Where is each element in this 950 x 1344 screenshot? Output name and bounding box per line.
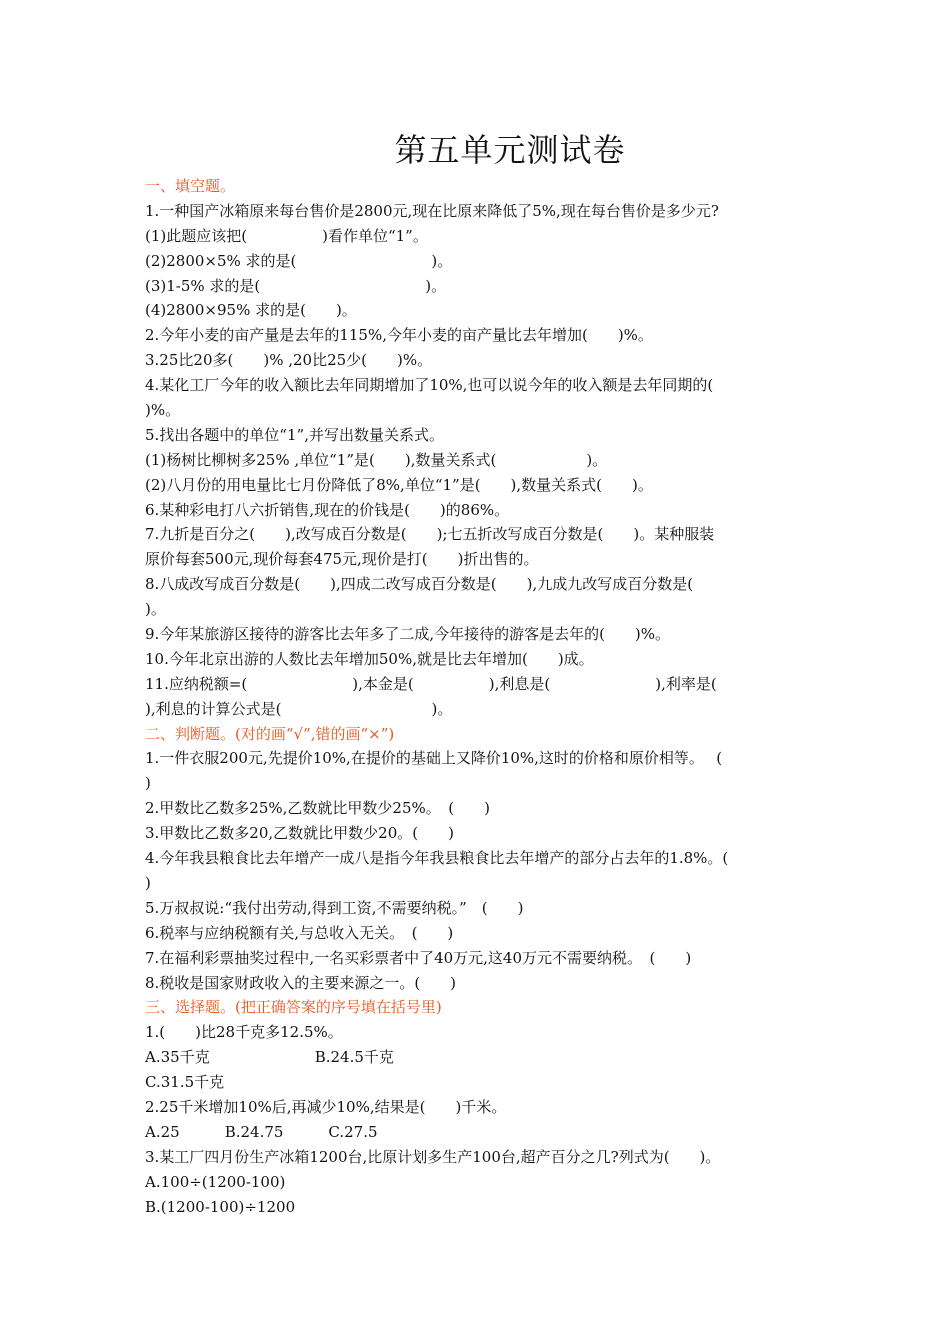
page-title: 第五单元测试卷 — [394, 131, 626, 169]
text-line: 10.今年北京出游的人数比去年增加50%,就是比去年增加( )成。 — [145, 649, 594, 668]
text-line: 2.甲数比乙数多25%,乙数就比甲数少25%。 ( ) — [145, 799, 490, 818]
text-line: 1.一件衣服200元,先提价10%,在提价的基础上又降价10%,这时的价格和原价相等。 ( — [145, 749, 723, 768]
text-line: 7.九折是百分之( ),改写成百分数是( );七五折改写成百分数是( )。某种服装 — [145, 525, 715, 544]
text-line: 11.应纳税额=( ),本金是( ),利息是( ),利率是( — [145, 674, 717, 693]
text-line: (1)此题应该把( )看作单位“1”。 — [145, 226, 428, 245]
text-line: ) — [145, 873, 151, 892]
text-line: (3)1-5% 求的是( )。 — [145, 276, 447, 295]
text-line: 2.今年小麦的亩产量是去年的115%,今年小麦的亩产量比去年增加( )%。 — [145, 326, 653, 345]
text-line: (2)八月份的用电量比七月份降低了8%,单位“1”是( ),数量关系式( )。 — [145, 475, 653, 494]
text-line: 9.今年某旅游区接待的游客比去年多了二成,今年接待的游客是去年的( )%。 — [145, 625, 671, 644]
section-heading: 三、选择题。(把正确答案的序号填在括号里) — [145, 998, 442, 1017]
text-line: 3.25比20多( )% ,20比25少( )%。 — [145, 351, 433, 370]
text-line: A.25 B.24.75 C.27.5 — [145, 1122, 378, 1141]
text-line: 6.税率与应纳税额有关,与总收入无关。 ( ) — [145, 923, 454, 942]
text-line: 4.某化工厂今年的收入额比去年同期增加了10%,也可以说今年的收入额是去年同期的( — [145, 376, 714, 395]
section-heading: 二、判断题。(对的画“√”,错的画“×”) — [145, 724, 395, 743]
text-line: C.31.5千克 — [145, 1073, 225, 1092]
text-line: 1.一种国产冰箱原来每台售价是2800元,现在比原来降低了5%,现在每台售价是多少元? — [145, 201, 719, 220]
text-line: 2.25千米增加10%后,再减少10%,结果是( )千米。 — [145, 1097, 507, 1116]
text-line: 5.万叔叔说:“我付出劳动,得到工资,不需要纳税。” ( ) — [145, 898, 524, 917]
text-line: 7.在福利彩票抽奖过程中,一名买彩票者中了40万元,这40万元不需要纳税。 ( ) — [145, 948, 692, 967]
section-heading: 一、填空题。 — [145, 177, 236, 195]
text-line: 1.( )比28千克多12.5%。 — [145, 1023, 343, 1042]
text-line: A.100÷(1200-100) — [145, 1172, 286, 1191]
text-line: 5.找出各题中的单位“1”,并写出数量关系式。 — [145, 425, 444, 444]
text-line: 6.某种彩电打八六折销售,现在的价钱是( )的86%。 — [145, 500, 510, 519]
text-line: 8.八成改写成百分数是( ),四成二改写成百分数是( ),九成九改写成百分数是( — [145, 575, 694, 594]
text-line: 3.某工厂四月份生产冰箱1200台,比原计划多生产100台,超产百分之几?列式为( )。 — [145, 1147, 721, 1166]
text-line: (4)2800×95% 求的是( )。 — [145, 301, 357, 320]
text-line: ),利息的计算公式是( )。 — [145, 699, 453, 718]
text-line: )%。 — [145, 401, 181, 420]
text-line: 3.甲数比乙数多20,乙数就比甲数少20。( ) — [145, 824, 454, 843]
text-line: 原价每套500元,现价每套475元,现价是打( )折出售的。 — [145, 550, 539, 569]
text-line: (1)杨树比柳树多25% ,单位“1”是( ),数量关系式( )。 — [145, 450, 608, 469]
text-line: A.35千克 B.24.5千克 — [145, 1048, 394, 1067]
text-line: ) — [145, 774, 151, 793]
text-line: 4.今年我县粮食比去年增产一成八是指今年我县粮食比去年增产的部分占去年的1.8%。( — [145, 849, 729, 868]
text-line: (2)2800×5% 求的是( )。 — [145, 251, 453, 270]
text-line: )。 — [145, 600, 166, 619]
text-line: B.(1200-100)÷1200 — [145, 1197, 296, 1216]
document-body — [145, 174, 805, 1219]
text-line: 8.税收是国家财政收入的主要来源之一。( ) — [145, 973, 457, 992]
